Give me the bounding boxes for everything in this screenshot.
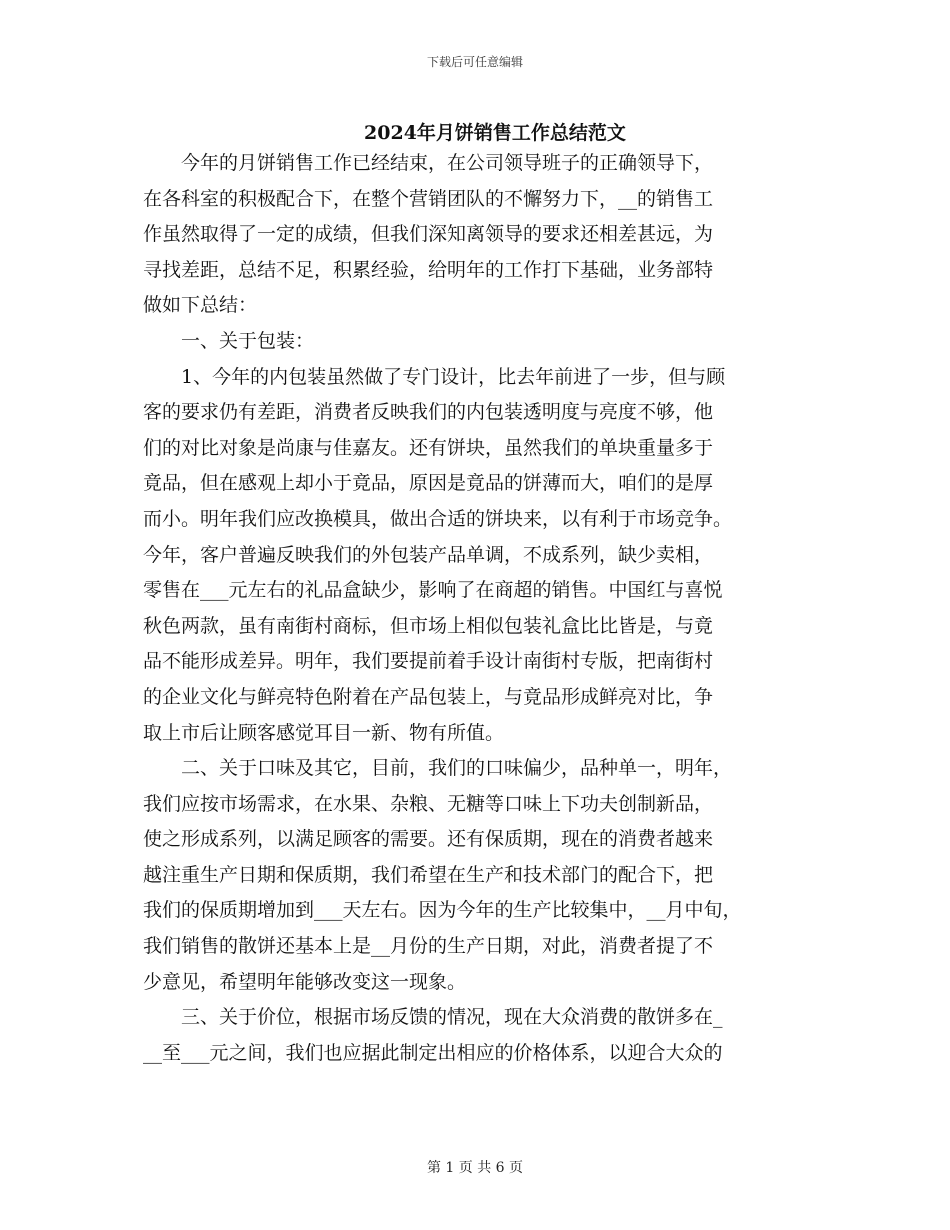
body-line: 越注重生产日期和保质期，我们希望在生产和技术部门的配合下，把 [143, 863, 714, 886]
body-line: 我们销售的散饼还基本上是__月份的生产日期，对此，消费者提了不 [143, 935, 714, 958]
body-line: 1、今年的内包装虽然做了专门设计，比去年前进了一步，但与顾 [143, 365, 726, 388]
body-line: 寻找差距，总结不足，积累经验，给明年的工作打下基础，业务部特 [143, 258, 714, 281]
body-line: 们的对比对象是尚康与佳嘉友。还有饼块，虽然我们的单块重量多于 [143, 436, 714, 459]
body-line: 在各科室的积极配合下，在整个营销团队的不懈努力下，__的销售工 [143, 187, 714, 210]
body-line: 作虽然取得了一定的成绩，但我们深知离领导的要求还相差甚远，为 [143, 223, 714, 246]
document-title: 2024年月饼销售工作总结范文 [364, 122, 626, 144]
header-note: 下载后可任意编辑 [426, 55, 523, 69]
body-line: 客的要求仍有差距，消费者反映我们的内包装透明度与亮度不够，他 [143, 401, 714, 424]
body-line: 今年，客户普遍反映我们的外包装产品单调，不成系列，缺少卖相， [143, 543, 714, 566]
body-line: 竟品，但在感观上却小于竟品，原因是竟品的饼薄而大，咱们的是厚 [143, 472, 714, 495]
body-line: 我们应按市场需求，在水果、杂粮、无糖等口味上下功夫创制新品， [143, 792, 714, 815]
page-number-footer: 第 1 页 共 6 页 [426, 1160, 524, 1176]
section-heading-flavor: 二、关于口味及其它，目前，我们的口味偏少，品种单一，明年， [143, 757, 733, 780]
body-line: 的企业文化与鲜亮特色附着在产品包装上，与竟品形成鲜亮对比，争 [143, 685, 714, 708]
body-line: __至___元之间，我们也应据此制定出相应的价格体系，以迎合大众的 [143, 1041, 723, 1064]
body-line: 少意见，希望明年能够改变这一现象。 [143, 970, 467, 993]
body-line: 而小。明年我们应改换模具，做出合适的饼块来，以有利于市场竞争。 [143, 507, 733, 530]
body-line: 今年的月饼销售工作已经结束，在公司领导班子的正确领导下， [143, 152, 714, 174]
body-line: 我们的保质期增加到___天左右。因为今年的生产比较集中，__月中旬， [143, 899, 742, 922]
document-body [143, 146, 813, 1071]
body-line: 使之形成系列，以满足顾客的需要。还有保质期，现在的消费者越来 [143, 828, 714, 851]
section-heading-packaging: 一、关于包装： [143, 329, 315, 352]
body-line: 零售在___元左右的礼品盒缺少，影响了在商超的销售。中国红与喜悦 [143, 579, 723, 602]
body-line: 秋色两款，虽有南街村商标，但市场上相似包装礼盒比比皆是，与竟 [143, 614, 714, 637]
body-line: 做如下总结： [143, 294, 258, 317]
body-line: 取上市后让顾客感觉耳目一新、物有所值。 [143, 721, 505, 744]
body-line: 品不能形成差异。明年，我们要提前着手设计南街村专版，把南街村 [143, 650, 714, 673]
section-heading-pricing: 三、关于价位，根据市场反馈的情况，现在大众消费的散饼多在_ [143, 1006, 723, 1029]
